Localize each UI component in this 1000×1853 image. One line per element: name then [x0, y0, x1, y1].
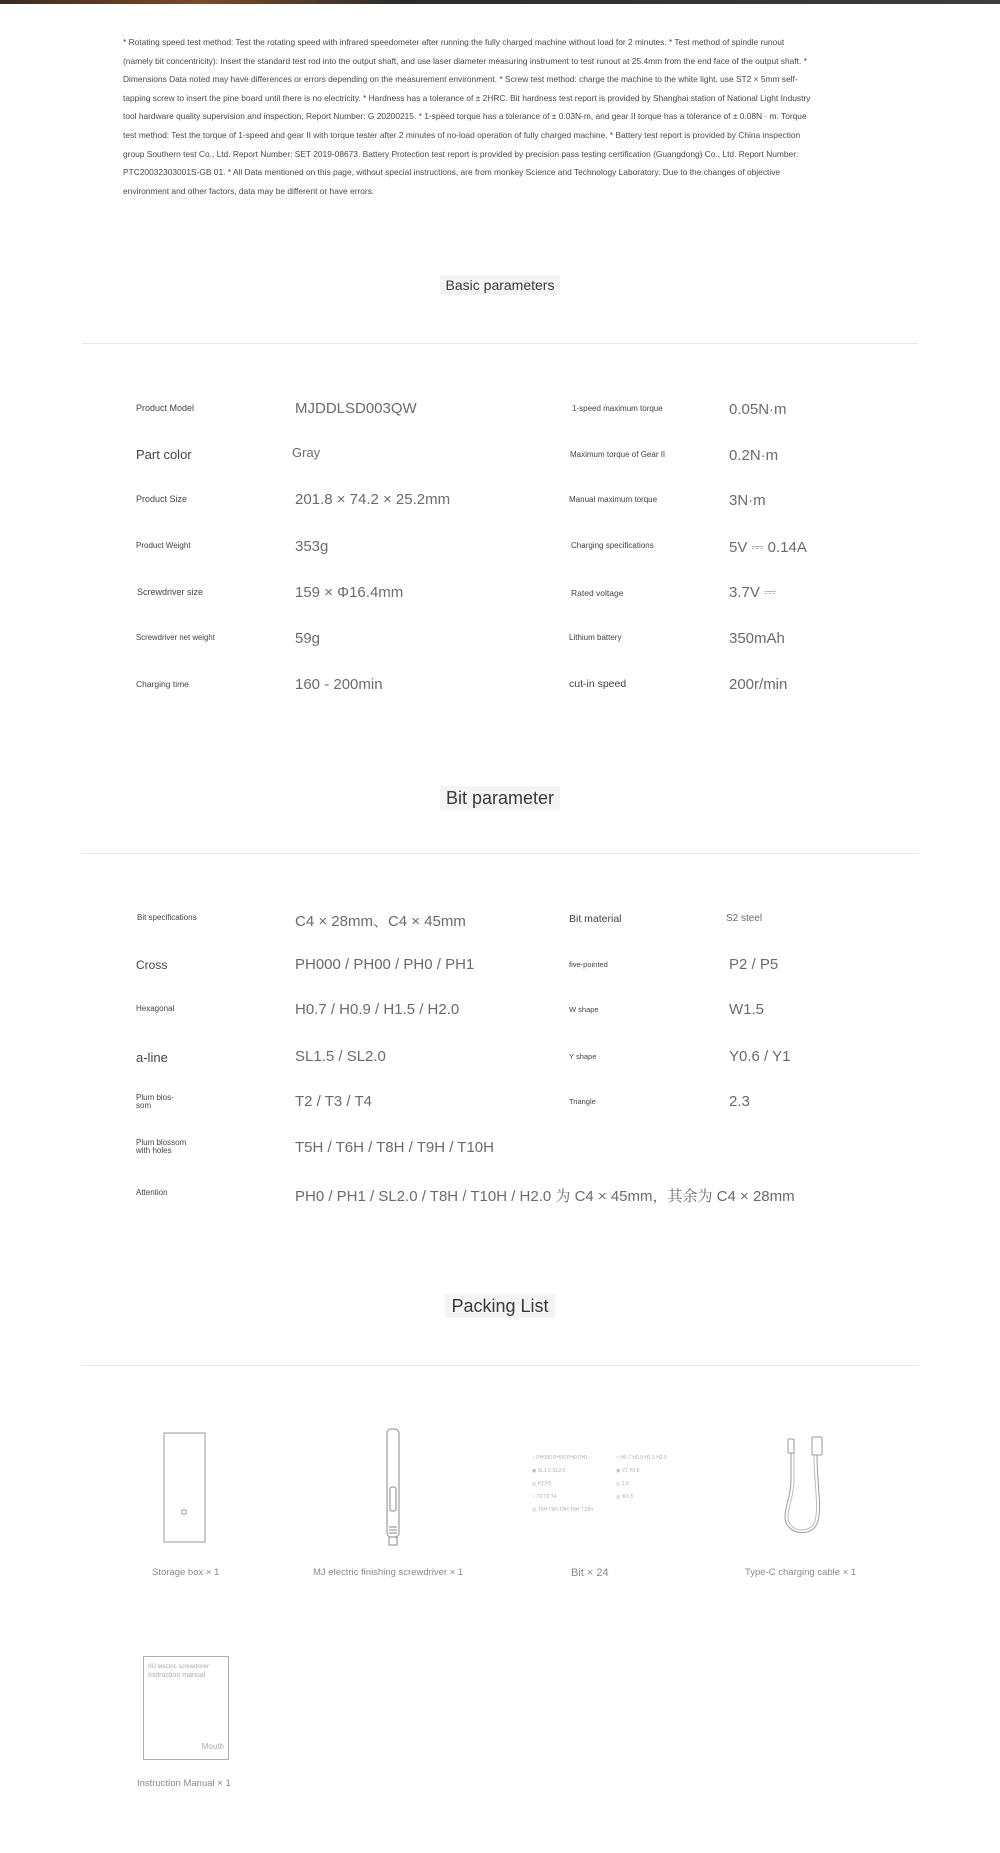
bit-circle-icon: ◎ [616, 1481, 621, 1487]
spec-label: Y shape [569, 1052, 597, 1061]
spec-label: Plum blossom with holes [136, 1138, 187, 1155]
spec-label: W shape [569, 1005, 599, 1014]
manual-title: MJ electric screwdriver [148, 1664, 210, 1670]
spec-label: Charging time [136, 679, 189, 689]
spec-value: 0.2N·m [729, 447, 779, 464]
spec-value: 160 - 200min [295, 676, 383, 693]
spec-value: S2 steel [726, 913, 763, 924]
bit-legend-item: ◎ 2.3 [616, 1481, 629, 1487]
bit-circle-icon: ◎ [616, 1494, 621, 1500]
spec-label: Rated voltage [571, 588, 624, 598]
spec-value: C4 × 28mm、C4 × 45mm [295, 913, 466, 930]
bit-circle-icon: ◉ [532, 1468, 537, 1474]
manual-subtitle: Instruction manual [148, 1672, 206, 1679]
spec-value: 3.7V ⎓ [729, 584, 776, 601]
spec-row [0, 1139, 1000, 1169]
spec-label: Attention [136, 1188, 168, 1197]
top-accent-bar [0, 0, 1000, 4]
bit-legend-item: ◎ W1.5 [616, 1494, 634, 1500]
pack-caption: Storage box × 1 [152, 1567, 220, 1578]
bit-legend-item: ○ T2 T3 T4 [532, 1494, 557, 1500]
spec-row [0, 1185, 1000, 1215]
bit-circle-icon: ○ [532, 1455, 536, 1461]
manual-corner-mark: Mouth [201, 1742, 224, 1751]
bit-circle-icon: ◎ [532, 1481, 537, 1487]
spec-value: W1.5 [729, 1001, 765, 1018]
spec-value: T2 / T3 / T4 [295, 1093, 372, 1110]
bit-legend-item: ◎ T5H T6H T8H T9H T10H [532, 1507, 593, 1513]
section-title-basic: Basic parameters [0, 277, 1000, 293]
spec-label: Manual maximum torque [569, 495, 658, 504]
spec-row [0, 491, 1000, 521]
spec-label: Triangle [569, 1097, 596, 1106]
spec-row [0, 538, 1000, 568]
spec-row [0, 676, 1000, 706]
spec-row [0, 400, 1000, 430]
spec-row [0, 630, 1000, 660]
spec-value: 201.8 × 74.2 × 25.2mm [295, 491, 451, 508]
section-title-packing: Packing List [0, 1296, 1000, 1317]
spec-value: 5V ⎓ 0.14A [729, 539, 807, 556]
screwdriver-image [383, 1427, 403, 1549]
bit-legend-item: ◉ Y1 Y0.6 [616, 1468, 640, 1474]
pack-caption: Bit × 24 [571, 1567, 609, 1579]
spec-value: Gray [292, 445, 321, 460]
spec-label: Screwdriver size [137, 587, 204, 597]
spec-value: 3N·m [729, 492, 766, 509]
spec-value: 0.05N·m [729, 401, 787, 418]
spec-label: Product Model [136, 403, 195, 413]
type-c-cable-image [780, 1435, 830, 1541]
divider-bit [82, 853, 918, 854]
section-title-bit: Bit parameter [0, 788, 1000, 809]
spec-row [0, 584, 1000, 614]
spec-label: five-pointed [569, 960, 608, 969]
spec-label: Plum blos-som [136, 1093, 174, 1110]
bit-legend-item: ◎ P2 P5 [532, 1481, 552, 1487]
spec-value: SL1.5 / SL2.0 [295, 1048, 386, 1065]
spec-label: Screwdriver net weight [136, 633, 215, 642]
storage-box-image [163, 1432, 207, 1544]
spec-value: P2 / P5 [729, 956, 779, 973]
instruction-manual-image [143, 1656, 229, 1760]
bit-legend-item: ○ PH000 PH00 PH0 PH1 [532, 1455, 588, 1461]
bit-circle-icon: ◉ [616, 1468, 621, 1474]
test-method-notes: * Rotating speed test method: Test the rotating speed with infrared speedometer after running the fully charged machine without load for 2 minutes. * Test method of spindle runout (namely bit concentricity): Insert the standard test rod into the output shaft, and use laser diameter measuring instrument to test runout at 25.4mm from the end face of the output shaft. * Dimensions Data noted may have differences or errors depending on the measurement environment. * Screw test method: charge the machine to the white light, use ST2 × 5mm self-tapping screw to insert the pine board until there is no electricity. * Hardness has a tolerance of ± 2HRC. Bit hardness test report is provided by Shanghai station of National Light Industry tool hardware quality supervision and inspection, Report Number: G 20200215. * 1-speed torque has a tolerance of ± 0.03N-m, and gear II torque has a tolerance of ± 0.08N · m. Torque test method: Test the torque of 1-speed and gear II with torque tester after 2 minutes of no-load operation of fully charged machine. * Battery test report is provided by China inspection group Southern test Co., Ltd. Report Number: SET 2019-08673. Battery Protection test report is provided by precision pass testing certification (Guangdong) Co., Ltd. Report Number: PTC20032303001S-GB 01. * All Data mentioned on this page, without special instructions, are from monkey Science and Technology Laboratory. Due to the changes of objective environment and other factors, data may be different or have errors. [123, 37, 811, 196]
spec-label: Charging specifications [571, 541, 654, 550]
spec-label: 1-speed maximum torque [572, 404, 663, 413]
bit-set-image [532, 1455, 702, 1537]
spec-value: 159 × Φ16.4mm [295, 584, 404, 601]
spec-row [0, 1001, 1000, 1031]
divider-packing [82, 1365, 918, 1366]
spec-label: Cross [136, 958, 168, 972]
spec-value: 350mAh [729, 630, 785, 647]
spec-label: cut-in speed [569, 678, 627, 690]
spec-label: Hexagonal [136, 1004, 175, 1013]
bit-circle-icon: ○ [616, 1455, 620, 1461]
spec-row [0, 445, 1000, 475]
spec-label: Product Size [136, 494, 188, 504]
spec-label: Bit material [569, 913, 622, 925]
spec-label: a-line [136, 1050, 168, 1065]
spec-value: 59g [295, 630, 321, 647]
divider-basic [82, 343, 918, 344]
spec-row [0, 956, 1000, 986]
spec-value: 353g [295, 538, 329, 555]
spec-row [0, 910, 1000, 940]
spec-label: Maximum torque of Gear II [570, 450, 666, 459]
spec-value: 2.3 [729, 1093, 750, 1110]
pack-caption: Instruction Manual × 1 [137, 1778, 231, 1789]
spec-value: 200r/min [729, 676, 788, 693]
spec-value: Y0.6 / Y1 [729, 1048, 791, 1065]
spec-value: T5H / T6H / T8H / T9H / T10H [295, 1139, 494, 1156]
bit-circle-icon: ○ [532, 1494, 536, 1500]
spec-row [0, 1093, 1000, 1123]
spec-row [0, 1048, 1000, 1078]
spec-label: Part color [136, 447, 192, 462]
bit-circle-icon: ◎ [532, 1507, 537, 1513]
spec-label: Bit specifications [137, 913, 197, 922]
spec-label: Lithium battery [569, 633, 622, 642]
bit-legend-item: ○ H0.7 H0.9 H1.5 H2.0 [616, 1455, 667, 1461]
spec-value: H0.7 / H0.9 / H1.5 / H2.0 [295, 1001, 460, 1018]
pack-caption: Type-C charging cable × 1 [745, 1567, 857, 1578]
pack-caption: MJ electric finishing screwdriver × 1 [313, 1567, 464, 1578]
spec-value: MJDDLSD003QW [295, 400, 417, 417]
spec-label: Product Weight [136, 541, 191, 550]
spec-value: PH0 / PH1 / SL2.0 / T8H / T10H / H2.0 为 C4 × 45mm，其余为 C4 × 28mm [295, 1188, 795, 1205]
spec-value: PH000 / PH00 / PH0 / PH1 [295, 956, 475, 973]
bit-legend-item: ◉ SL1.5 SL2.0 [532, 1468, 566, 1474]
